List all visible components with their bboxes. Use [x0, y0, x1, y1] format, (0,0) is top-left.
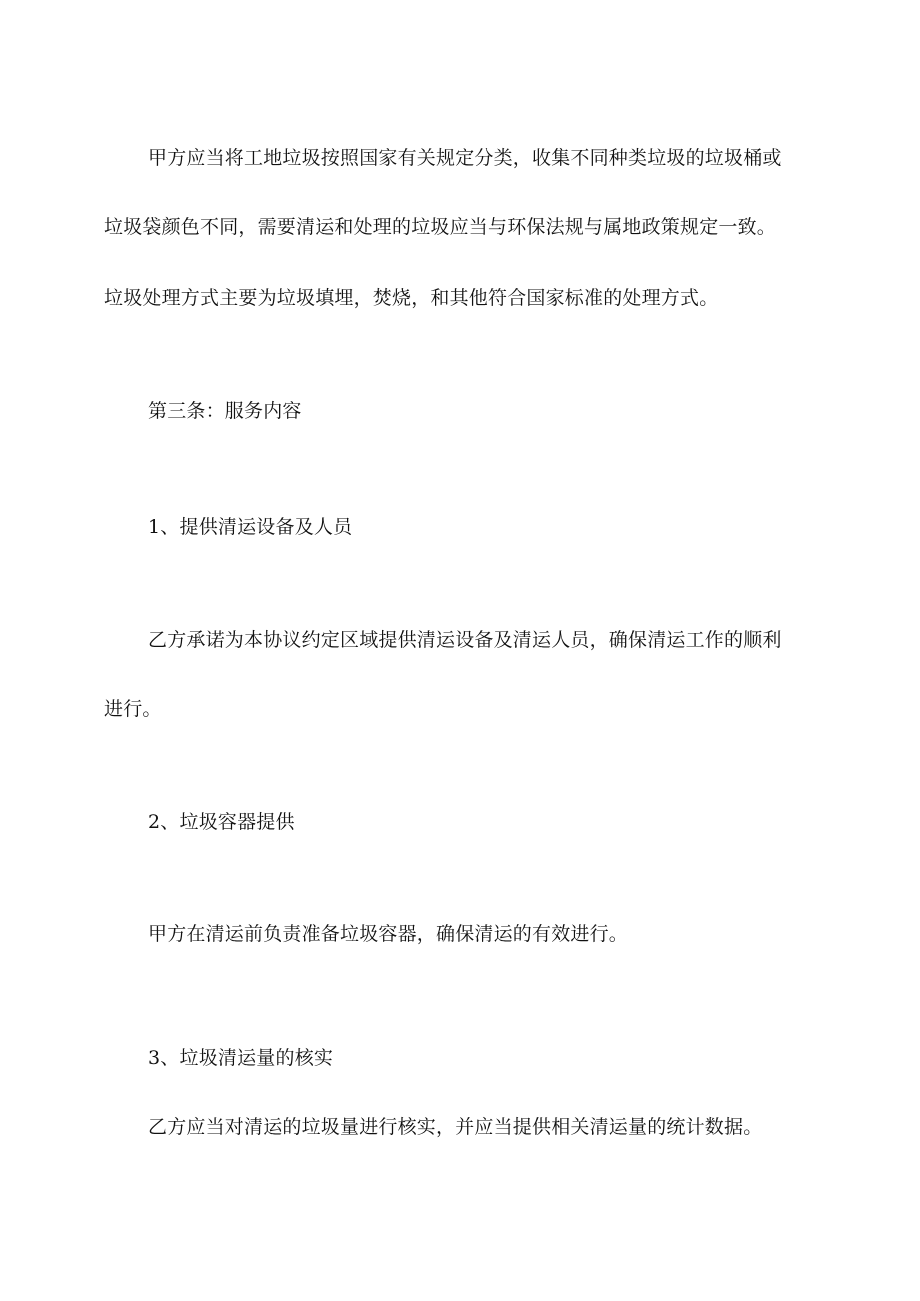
intro-line-3: 垃圾处理方式主要为垃圾填埋，焚烧，和其他符合国家标准的处理方式。: [104, 287, 719, 309]
section-1-body-line-1: 乙方承诺为本协议约定区域提供清运设备及清运人员，确保清运工作的顺利: [148, 629, 782, 651]
article-heading: 第三条：服务内容: [148, 400, 302, 422]
section-2-body: 甲方在清运前负责准备垃圾容器，确保清运的有效进行。: [148, 923, 629, 945]
section-title-1: 1、提供清运设备及人员: [148, 516, 353, 538]
section-title-3: 3、垃圾清运量的核实: [148, 1047, 334, 1069]
intro-line-1: 甲方应当将工地垃圾按照国家有关规定分类，收集不同种类垃圾的垃圾桶或: [148, 147, 782, 169]
section-1-body-line-2: 进行。: [104, 698, 162, 720]
section-3-body: 乙方应当对清运的垃圾量进行核实，并应当提供相关清运量的统计数据。: [148, 1116, 763, 1138]
intro-line-2: 垃圾袋颜色不同，需要清运和处理的垃圾应当与环保法规与属地政策规定一致。: [104, 216, 777, 238]
section-title-2: 2、垃圾容器提供: [148, 811, 295, 833]
